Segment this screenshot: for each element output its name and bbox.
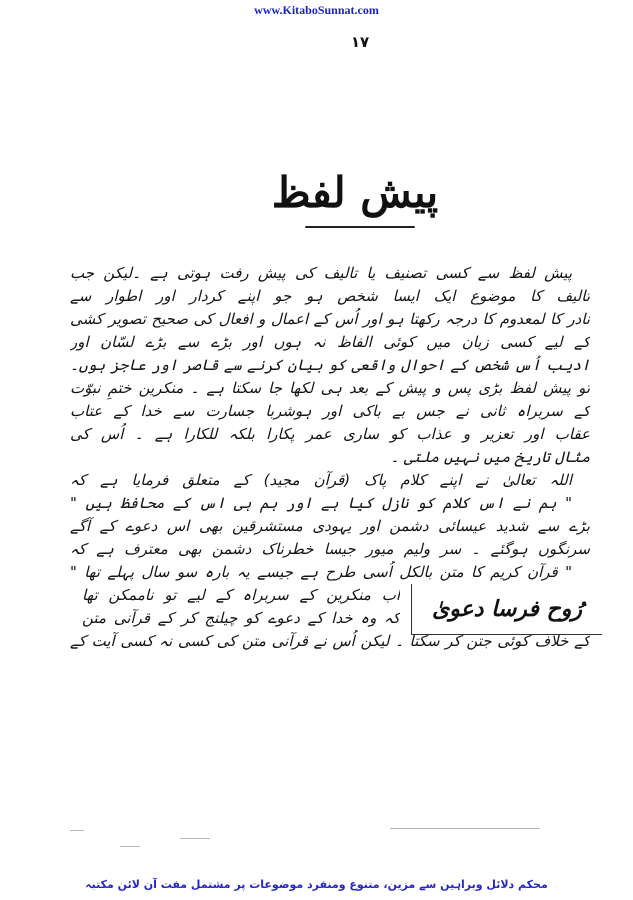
body-line: اب منکرین کے سربراہ کے لیے تو ناممکن تھا xyxy=(82,586,400,604)
document-body xyxy=(70,262,590,653)
body-line: کہ وہ خدا کے دعوے کو چیلنج کر کے قرآنی متن xyxy=(82,609,400,627)
footer-tagline: محکم دلائل وبراہین سے مزین، متنوع ومنفرد موضوعات پر مشتمل مفت آن لائن مکتبہ xyxy=(85,878,548,891)
side-heading-row xyxy=(70,584,590,630)
body-line: پیش لفظ سے کسی تصنیف یا تالیف کی پیش رفت ہوتی ہے ۔لیکن جب xyxy=(70,264,572,282)
body-line: اللہ تعالیٰ نے اپنے کلام پاک (قرآن مجید) کے متعلق فرمایا ہے کہ xyxy=(70,471,572,489)
side-heading-text xyxy=(82,584,400,630)
body-line: کے لیے کسی زبان میں کوئی الفاظ نہ ہوں اور بڑے سے بڑے لسّان اور xyxy=(70,333,590,351)
scan-speck xyxy=(120,846,140,847)
body-line: تالیف کا موضوع ایک ایسا شخص ہو جو اپنے کردار اور اطوار سے xyxy=(70,287,590,305)
scan-speck xyxy=(70,830,84,831)
page-title: پیش لفظ xyxy=(271,168,439,217)
body-line: تو پیش لفظ بڑی پس و پیش کے بعد ہی لکھا جا سکتا ہے ۔ منکرین ختمِ نبوّت xyxy=(70,379,590,397)
side-heading-label: رُوح فرسا دعویٰ xyxy=(431,596,583,622)
side-heading-box xyxy=(411,584,602,635)
body-line: کے سربراہ ثانی نے جس بے باکی اور ہوشربا جسارت سے خدا کے عتاب xyxy=(70,402,590,420)
site-url-link[interactable]: www.KitaboSunnat.com xyxy=(254,3,379,17)
body-line: کے خلاف کوئی جتن کر سکتا ۔ لیکن اُس نے قرآنی متن کی کسی نہ کسی آیت کے xyxy=(70,632,590,650)
body-line: بڑے سے شدید عیسائی دشمن اور یہودی مستشرقین بھی اس دعوے کے آگے xyxy=(70,517,590,535)
title-underline-stroke xyxy=(305,226,415,228)
quote-line: " قرآن کریم کا متن بالکل اُسی طرح ہے جیسے یہ بارہ سو سال پہلے تھا " xyxy=(70,563,572,581)
page-number: ١٧ xyxy=(350,33,370,51)
body-line: نادر کا لمعدوم کا درجہ رکھتا ہو اور اُس کے اعمال و افعال کی صحیح تصویر کشی xyxy=(70,310,590,328)
scan-speck xyxy=(180,838,210,839)
scan-speck xyxy=(390,828,540,829)
scan-noise xyxy=(60,826,580,856)
quote-line: " ہم نے اس کلام کو نازل کیا ہے اور ہم ہی اس کے محافظ ہیں " xyxy=(70,494,572,512)
body-line: عقاب اور تعزیر و عذاب کو ساری عمر پکارا بلکہ للکارا ہے ۔ اُس کی xyxy=(70,425,590,443)
body-line: ادیب اُس شخص کے احوال واقعی کو بیان کرنے سے قاصر اور عاجز ہوں۔ xyxy=(70,356,590,374)
body-line: سرنگوں ہوگئے ۔ سر ولیم میور جیسا خطرناک دشمن بھی معترف ہے کہ xyxy=(70,540,590,558)
body-line: مثال تاریخ میں نہیں ملتی ۔ xyxy=(390,448,590,466)
